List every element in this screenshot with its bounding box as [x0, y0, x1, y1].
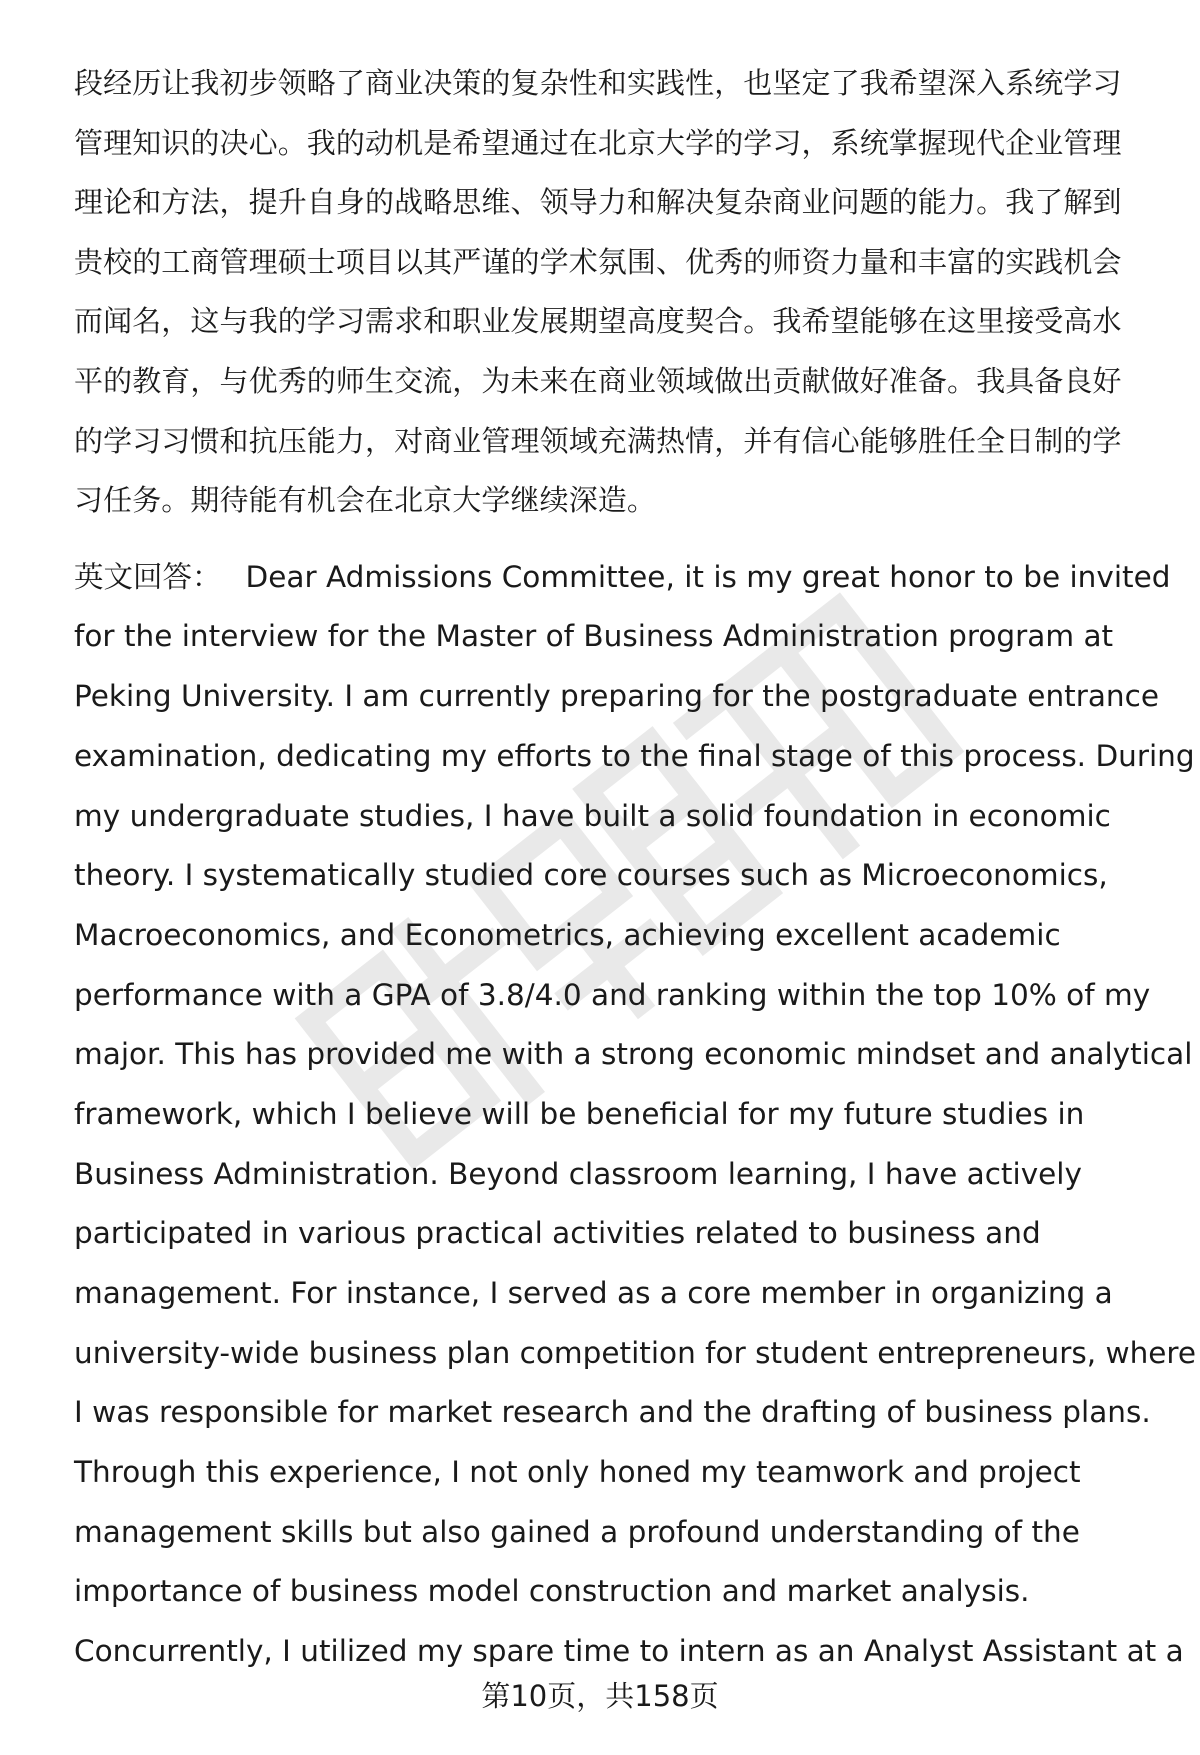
text-line: theory. I systematically studied core courses such as Microeconomics, [74, 858, 1108, 893]
english-answer-paragraph [74, 548, 1197, 1682]
text-line: my undergraduate studies, I have built a solid foundation in economic [74, 798, 1111, 833]
paragraph-spacer [74, 531, 1164, 548]
text-line: 平的教育，与优秀的师生交流，为未来在商业领域做出贡献做好准备。我具备良好 [74, 363, 1122, 398]
text-line: I was responsible for market research and the drafting of business plans. [74, 1395, 1151, 1430]
text-line: 段经历让我初步领略了商业决策的复杂性和实践性，也坚定了我希望深入系统学习 [74, 66, 1122, 100]
text-line: university-wide business plan competition for student entrepreneurs, where [74, 1335, 1197, 1370]
chinese-paragraph [74, 54, 1164, 531]
text-line: 贵校的工商管理硕士项目以其严谨的学术氛围、优秀的师资力量和丰富的实践机会 [74, 244, 1122, 279]
text-line [74, 548, 1171, 608]
text-line: 的学习习惯和抗压能力，对商业管理领域充满热情，并有信心能够胜任全日制的学 [74, 423, 1122, 458]
answer-first-line: Dear Admissions Committee, it is my great honor to be invited [245, 559, 1171, 594]
text-line: Macroeconomics, and Econometrics, achieving excellent academic [74, 917, 1061, 952]
text-line: participated in various practical activities related to business and [74, 1216, 1041, 1251]
text-line: management skills but also gained a profound understanding of the [74, 1514, 1080, 1549]
text-line: Business Administration. Beyond classroom learning, I have actively [74, 1156, 1082, 1191]
text-line: importance of business model construction and market analysis. [74, 1574, 1030, 1609]
text-line: framework, which I believe will be beneficial for my future studies in [74, 1096, 1085, 1131]
page-number: 第10页，共158页 [481, 1679, 719, 1713]
text-line: Peking University. I am currently preparing for the postgraduate entrance [74, 679, 1159, 714]
text-line: 理论和方法，提升自身的战略思维、领导力和解决复杂商业问题的能力。我了解到 [74, 185, 1122, 220]
answer-label: 英文回答： [74, 559, 222, 594]
text-line: major. This has provided me with a strong economic mindset and analytical [74, 1037, 1193, 1072]
text-line: Through this experience, I not only honed my teamwork and project [74, 1455, 1081, 1490]
text-line: for the interview for the Master of Business Administration program at [74, 619, 1114, 654]
text-line: performance with a GPA of 3.8/4.0 and ranking within the top 10% of my [74, 977, 1151, 1012]
text-line: management. For instance, I served as a core member in organizing a [74, 1276, 1113, 1310]
text-line: 习任务。期待能有机会在北京大学继续深造。 [74, 483, 657, 518]
document-body [74, 54, 1197, 1682]
text-line: 而闻名，这与我的学习需求和职业发展期望高度契合。我希望能够在这里接受高水 [74, 304, 1122, 339]
text-line: Concurrently, I utilized my spare time to intern as an Analyst Assistant at a [74, 1634, 1184, 1669]
text-line: examination, dedicating my efforts to the final stage of this process. During [74, 738, 1195, 773]
page-footer [0, 1676, 1200, 1716]
text-line: 管理知识的决心。我的动机是希望通过在北京大学的学习，系统掌握现代企业管理 [74, 125, 1122, 160]
